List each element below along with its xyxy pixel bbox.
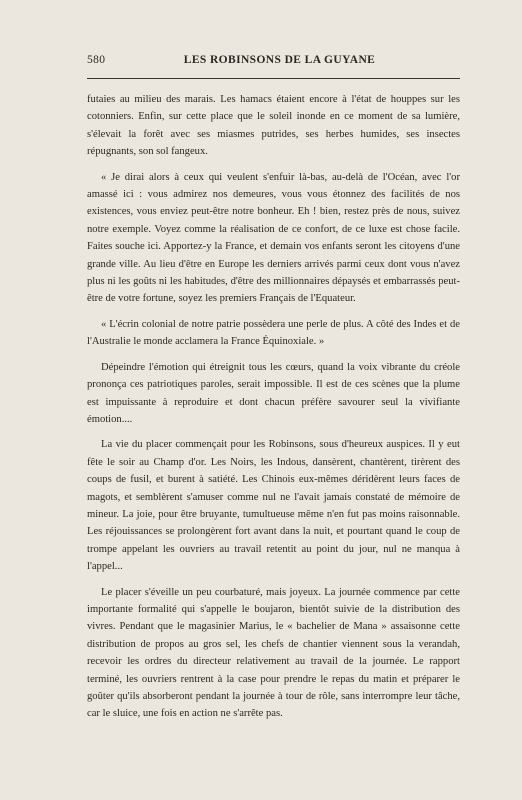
paragraph-1: futaies au milieu des marais. Les hamacs étaient encore à l'état de houppes sur les cotonniers. Enfin, sur cette place que le soleil inonde en ce moment de sa lumière, s'élevait la forêt avec ses miasmes putrides, ses herbes humides, ses insectes répugnants, son sol fangeux. <box>87 94 460 158</box>
running-title: LES ROBINSONS DE LA GUYANE <box>183 54 376 66</box>
paragraph-4: Dépeindre l'émotion qui étreignit tous les cœurs, quand la voix vibrante du créole prononça ces patriotiques paroles, serait impossible. Il est de ces scènes que la plume est impuissante à reproduire et dont chacun préfère savourer seul la vivifiante émotion.... <box>87 361 460 425</box>
body-text <box>87 91 460 723</box>
running-head <box>87 54 460 70</box>
paragraph-2: « Je dirai alors à ceux qui veulent s'enfuir là-bas, au-delà de l'Océan, avec l'or amassé ici : vous admirez nos demeures, vous vous étonnez des facilités de nos existences, vous enviez peut-être notre bonheur. Eh ! bien, restez près de nous, suivez notre exemple. Voyez comme la réalisation de ce confort, de ce luxe est chose facile. Faites souche ici. Apportez-y la France, et demain vos enfants seront les citoyens d'une grande ville. Au lieu d'être en Europe les derniers arrivés parmi ceux dont vous n'avez plus ni les goûts ni les habitudes, d'être des millionnaires dépaysés et embarrassés peut-être de votre fortune, soyez les premiers Français de l'Equateur. <box>87 171 460 305</box>
paragraph-6: Le placer s'éveille un peu courbaturé, mais joyeux. La journée commence par cette importante formalité qui s'appelle le boujaron, bientôt suivie de la distribution des vivres. Pendant que le magasinier Marius, le « bachelier de Mana » assaisonne cette distribution de propos au gros sel, les chefs de chantier viennent sous la verandah, recevoir les ordres du directeur relativement au travail de la journée. Le rapport terminé, les ouvriers rentrent à la case pour prendre le repas du matin et préparer le goûter qu'ils absorberont pendant la journée à tour de rôle, sans interrompre leur tâche, car le sluice, une fois en action ne s'arrête pas. <box>87 586 460 720</box>
paragraph-5: La vie du placer commençait pour les Robinsons, sous d'heureux auspices. Il y eut fête le soir au Champ d'or. Les Noirs, les Indous, dansèrent, chantèrent, tirèrent des coups de fusil, et burent à satiété. Les Chinois eux-mêmes déridèrent leurs faces de magots, et semblèrent s'amuser comme nul ne l'avait jamais constaté de mémoire de mineur. La joie, pour être bruyante, tumultueuse même n'en fut pas moins raisonnable. Les réjouissances se prolongèrent fort avant dans la nuit, et pourtant quand le coup de trompe appelant les ouvriers au travail retentit au point du jour, nul ne manqua à l'appel... <box>87 439 460 573</box>
header-rule <box>87 78 460 79</box>
paragraph-3: « L'écrin colonial de notre patrie possèdera une perle de plus. A côté des Indes et de l'Australie le monde acclamera la France Équinoxiale. » <box>87 318 460 348</box>
page-number: 580 <box>87 54 106 66</box>
